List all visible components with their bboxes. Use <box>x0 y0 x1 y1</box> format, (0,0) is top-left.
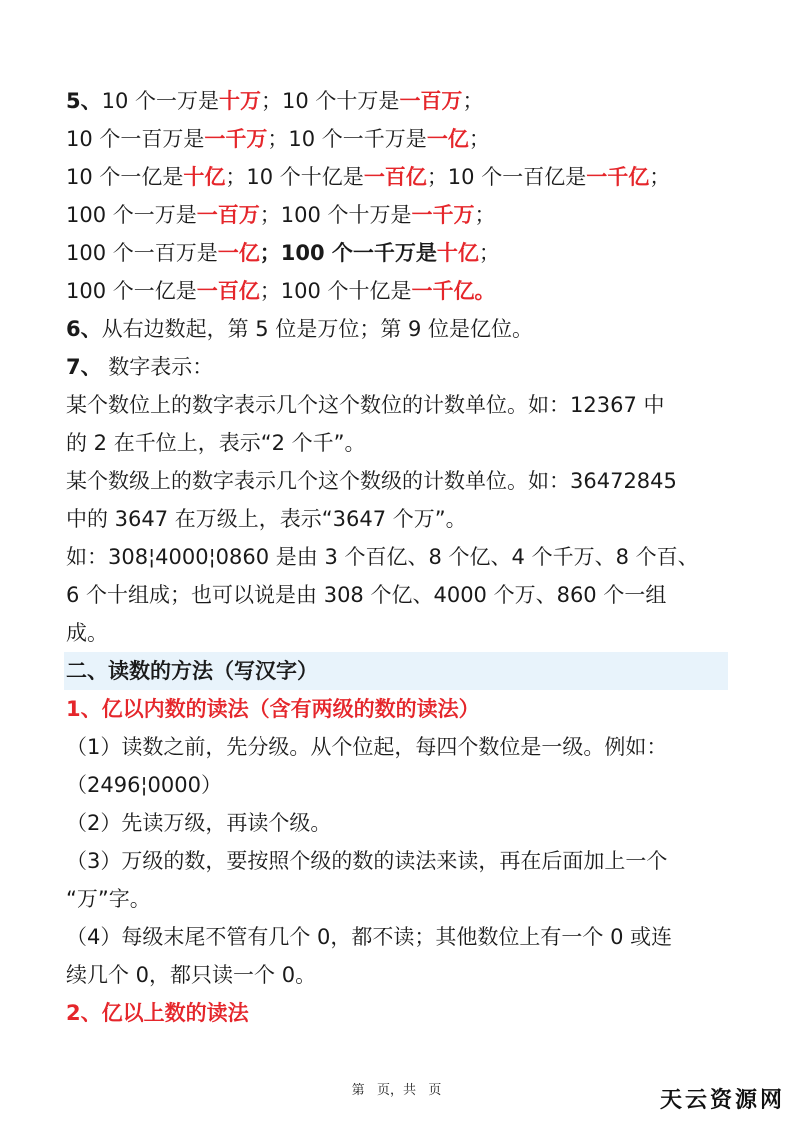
highlight: 一亿 <box>217 241 260 265</box>
item-number: 7、 <box>66 355 102 379</box>
page-number-text: 第 页，共 页 <box>351 1083 442 1098</box>
text-line: 6 个十组成；也可以说是由 308 个亿、4000 个万、860 个一组 <box>66 583 667 607</box>
text-line: 10 个一百万是一千万；10 个一千万是一亿； <box>66 127 490 151</box>
highlight: 十亿 <box>183 165 226 189</box>
text-line: 6、从右边数起，第 5 位是万位；第 9 位是亿位。 <box>66 317 534 341</box>
highlight: 一千亿。 <box>411 279 496 303</box>
item-number: 5、 <box>66 89 102 113</box>
text-line: 7、 数字表示： <box>66 355 214 379</box>
highlight: 一千亿 <box>586 165 650 189</box>
highlight: 一百万 <box>196 203 260 227</box>
list-item: 续几个 0，都只读一个 0。 <box>66 963 317 987</box>
list-item: （1）读数之前，先分级。从个位起，每四个数位是一级。例如： <box>66 735 668 759</box>
document-body <box>66 82 728 1032</box>
subsection-heading: 1、亿以内数的读法（含有两级的数的读法） <box>66 697 480 721</box>
text-line: 成。 <box>66 621 108 645</box>
highlight: 一百万 <box>399 89 463 113</box>
highlight: 一亿 <box>426 127 469 151</box>
highlight: 一千万 <box>411 203 475 227</box>
text-line: 某个数级上的数字表示几个这个数级的计数单位。如：36472845 <box>66 469 677 493</box>
section-heading: 二、读数的方法（写汉字） <box>64 652 728 690</box>
highlight: 一百亿 <box>196 279 260 303</box>
text-line: 100 个一万是一百万；100 个十万是一千万； <box>66 203 496 227</box>
text-line: 5、10 个一万是十万；10 个十万是一百万； <box>66 89 484 113</box>
highlight: 十万 <box>219 89 262 113</box>
text-line: 某个数位上的数字表示几个这个数位的计数单位。如：12367 中 <box>66 393 665 417</box>
list-item: （4）每级末尾不管有几个 0，都不读；其他数位上有一个 0 或连 <box>66 925 673 949</box>
text-line: 中的 3647 在万级上，表示“3647 个万”。 <box>66 507 467 531</box>
list-item: “万”字。 <box>66 887 151 911</box>
text-line: 100 个一亿是一百亿；100 个十亿是一千亿。 <box>66 279 496 303</box>
list-item: （2496¦0000） <box>66 773 222 797</box>
text-line: 10 个一亿是十亿；10 个十亿是一百亿；10 个一百亿是一千亿； <box>66 165 671 189</box>
watermark-logo: 天云资源网 <box>659 1087 785 1113</box>
highlight: 一千万 <box>204 127 268 151</box>
highlight: 一百亿 <box>363 165 427 189</box>
text-line: 如：308¦4000¦0860 是由 3 个百亿、8 个亿、4 个千万、8 个百、 <box>66 545 699 569</box>
item-number: 6、 <box>66 317 102 341</box>
list-item: （2）先读万级，再读个级。 <box>66 811 332 835</box>
text-line: 100 个一百万是一亿；100 个一千万是十亿； <box>66 241 500 265</box>
subsection-heading: 2、亿以上数的读法 <box>66 1001 249 1025</box>
text-line: 的 2 在千位上，表示“2 个千”。 <box>66 431 366 455</box>
highlight: 十亿 <box>436 241 479 265</box>
list-item: （3）万级的数，要按照个级的数的读法来读，再在后面加上一个 <box>66 849 668 873</box>
